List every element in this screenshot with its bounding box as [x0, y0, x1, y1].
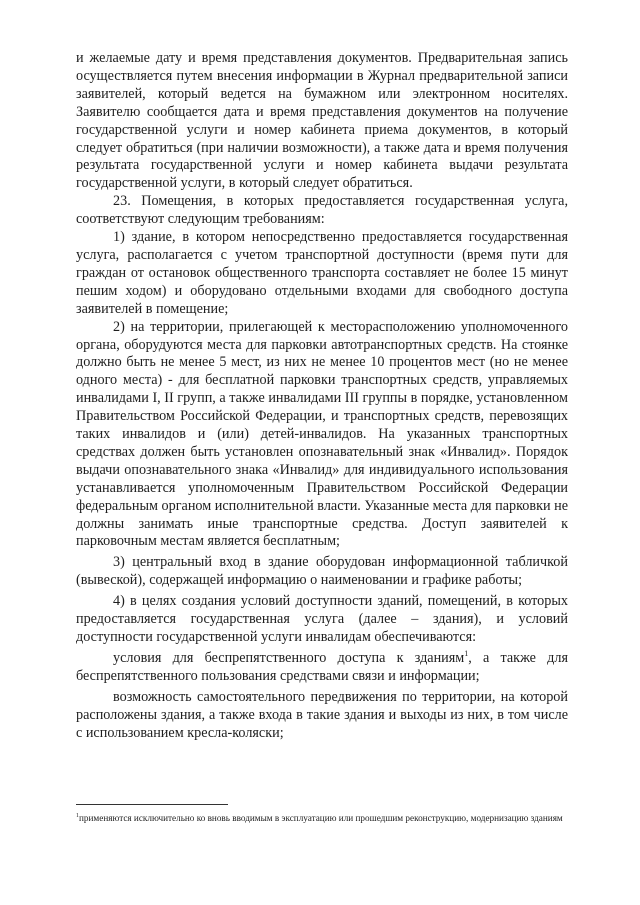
paragraph-23-premises: 23. Помещения, в которых предоставляется государственная услуга, соответствуют следующим требованиям:	[76, 193, 568, 228]
paragraph-item-2-parking: 2) на территории, прилегающей к месторасположению уполномоченного органа, оборудуются места для парковки автотранспортных средств. На стоянке должно быть не менее 5 мест, из них не менее 10 процентов мест (но не менее одного места) - для бесплатной парковки транспортных средств, управляемых инвалидами I, II групп, а также инвалидами III группы в порядке, установленном Правительством Российской Федерации, и транспортных средств, перевозящих таких инвалидов и (или) детей-инвалидов. На указанных транспортных средствах должен быть установлен опознавательный знак «Инвалид». Порядок выдачи опознавательного знака «Инвалид» для индивидуального использования устанавливается уполномоченным Правительством Российской Федерации федеральным органом исполнительной власти. Указанные места для парковки не должны занимать иные транспортные средства. Доступ заявителей к парковочным местам является бесплатным;	[76, 318, 568, 550]
paragraph-independent-movement: возможность самостоятельного передвижения по территории, на которой расположены здания, а также входа в такие здания и выходы из них, в том числе с использованием кресла-коляски;	[76, 688, 568, 741]
paragraph-unobstructed-access	[76, 650, 568, 686]
footnote-mark: 1	[76, 813, 79, 819]
document-body	[76, 50, 568, 742]
footnote-divider	[76, 804, 228, 805]
paragraph-item-1-building: 1) здание, в котором непосредственно предоставляется государственная услуга, располагается с учетом транспортной доступности (время пути для граждан от остановок общественного транспорта составляет не более 15 минут пешим ходом) и оборудовано отдельными входами для свободного доступа заявителей в помещение;	[76, 229, 568, 317]
footnote	[76, 812, 568, 824]
paragraph-booking: и желаемые дату и время представления документов. Предварительная запись осуществляется путем внесения информации в Журнал предварительной записи заявителей, который ведется на бумажном или электронном носителях. Заявителю сообщается дата и время представления документов на получение государственной услуги и номер кабинета приема документов, в который следует обратиться (при наличии возможности), а также дата и время получения результата государственной услуги и номер кабинета выдачи результата государственной услуги, в который следует обратиться.	[76, 50, 568, 192]
paragraph-item-4-accessibility: 4) в целях создания условий доступности зданий, помещений, в которых предоставляется государственная услуга (далее – здания), и условий доступности государственной услуги инвалидам обеспечиваются:	[76, 593, 568, 645]
paragraph-text-before-footnote: условия для беспрепятственного доступа к зданиям	[113, 649, 465, 666]
footnote-text: применяются исключительно ко вновь вводимым в эксплуатацию или прошедшим реконструкцию, модернизацию зданиям	[79, 813, 563, 823]
footnote-reference: 1	[464, 648, 469, 658]
paragraph-item-3-entrance: 3) центральный вход в здание оборудован информационной табличкой (вывеской), содержащей информацию о наименовании и графике работы;	[76, 554, 568, 589]
paragraph-text-after-footnote: , а также для беспрепятственного пользования средствами связи и информации;	[76, 649, 568, 684]
